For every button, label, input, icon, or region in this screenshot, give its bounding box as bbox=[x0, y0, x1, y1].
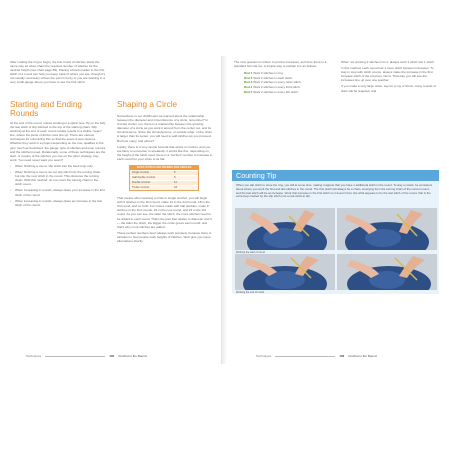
body-paragraph: At the end of the round, unless working in a spiral (see Tip on the left), the last stitch is slip stitched to the top of the starting chain. Slip stitching at the end of each round usually results in a visible "seam" line, where the joints of all the rows line up. There are various techniques for minimizing this so that the seam is less obvious. Whether they work is a project depending on the row, qualifies in the yarn (such as flourished, the gauge, type of stitches and even roll-ups and the stitches) used. Rotationally, some of these techniques are the start, or require of the stitches you use on the other strategy may work. You need never want you seam? bbox=[10, 121, 106, 162]
table-cell-count: 8 bbox=[174, 176, 176, 180]
photo-caption: Working the end of round bbox=[236, 291, 265, 294]
bullet-item: • When finishing a round, do not slip stitch into the turning chain, but into the next stitch in the round. This obscures the turning chain. With this method, do not count the turning chain in the stitch count. bbox=[10, 170, 106, 186]
body-paragraph: If you make a very large circle, say for a rug or throw, many rounds of stars will be required, and bbox=[341, 84, 436, 93]
tip-photo-bottom-left bbox=[235, 254, 335, 290]
right-page bbox=[226, 56, 445, 364]
left-page-footer bbox=[26, 354, 147, 358]
footer-rule bbox=[45, 356, 105, 357]
page-number: 102 bbox=[109, 354, 115, 358]
left-page bbox=[4, 56, 222, 364]
footer-section: Techniques bbox=[26, 354, 42, 358]
body-paragraph: Luckily, there is a very simple formula that works in crochet, and you are likely to encounter it repeatedly. It works like this, depending on the height of the stitch used, there is a "perfect" number to increase in each round for your circle to lie flat: bbox=[117, 144, 213, 161]
page-number: 103 bbox=[339, 354, 345, 358]
table-row bbox=[130, 170, 198, 175]
bullet-item: • When increasing in rounds, always place an increase in the last stitch of the round. bbox=[10, 199, 106, 207]
round-line: Rnd 4 Work 2 stitches in every third stitch. bbox=[244, 84, 301, 89]
table-cell-stitch: Double crochet bbox=[132, 181, 151, 185]
table-row bbox=[130, 175, 198, 180]
footer-chapter: Crochet in the Round bbox=[118, 354, 147, 358]
book-spread bbox=[4, 56, 445, 364]
body-paragraph: The next question is where to put the increases, and here there is a standard formula too. A simple way to explain it is as follows: bbox=[234, 60, 327, 69]
body-paragraph: In this method, each round has 1 more stitch between increases. To stay in step with stitch counts, always make the increase in the first increase stitch of the previous round. That way you will see the increases line up over one another. bbox=[341, 66, 434, 83]
footer-section: Techniques bbox=[256, 354, 272, 358]
table-cell-stitch: Single crochet bbox=[132, 171, 150, 175]
right-page-column-1 bbox=[234, 60, 332, 98]
photo-caption: Working the start of round bbox=[236, 251, 265, 254]
table-cell-count: 6 bbox=[174, 171, 176, 175]
table-cell-stitch: Half double crochet bbox=[132, 176, 156, 180]
round-line: Rnd 1 Work 6 stitches in ring. bbox=[244, 71, 284, 76]
bullet-item: • When finishing a round, slip stitch into the back loop only. bbox=[10, 164, 106, 168]
tip-text: When you slip stitch to close the ring, you will at some time, making it appear that you have 1 additional stitch in the round. To stay on track, be consistent about where you work the first and last stitches in the round. The first stitch will always be a chain, emerging from the turning chain of the current round, and the last stitch will be an increase. Work that increase in the first stitch so it doesn't then slip what appears to be the last stitch of the round, that is the extra loop created by the slip stitch (not a real stitch at all). bbox=[236, 183, 433, 199]
body-paragraph: These perfect numbers don't always work precisely, because there is variation in how people work heights of stitches. We'll give you some alternatives shortly. bbox=[117, 230, 212, 243]
bullet-item: • When increasing in rounds, always place your increase in the first stitch of the round. bbox=[10, 188, 106, 196]
footer-rule bbox=[275, 356, 335, 357]
tip-title: Counting Tip bbox=[232, 170, 439, 181]
table-row bbox=[130, 185, 198, 190]
stitch-increase-table bbox=[129, 165, 199, 191]
table-cell-count: 18 bbox=[174, 186, 177, 190]
counting-tip-box bbox=[232, 170, 439, 294]
body-paragraph: Somewhere in our childhoods we learned about the relationship between the diameter and circumference of a circle, remember? In crochet circles, too, there is a relationship between the growing diameter of a circle as you work it around from the center out, and its circumference. Since the circumference, or outside edge, of the circle is larger than its center, you will need to add stitches as you proceed. But how many, and where? bbox=[117, 114, 212, 143]
shaping-circle-section bbox=[117, 100, 213, 245]
tip-photo-top-left bbox=[235, 208, 335, 250]
round-line: Rnd 2 Work 2 stitches in each stitch. bbox=[244, 75, 293, 80]
round-line: Rnd 3 Work 2 stitches in every other stitch. bbox=[244, 80, 302, 85]
section-heading-shaping-circle: Shaping a Circle bbox=[117, 100, 178, 109]
right-page-footer bbox=[256, 354, 377, 358]
section-heading-starting-ending: Starting and Ending Rounds bbox=[10, 100, 82, 118]
intro-paragraph: After making the ring to begin, the first round of stitches starts the same way as when chain the required number of stitches for the desired height (see chart page 89). Placing a block marker in the first stitch of a round can help you keep track of where you are, though it's not usually necessary unless the yarn is fuzzy or you are working in a very small gauge where you have to see the first stitch. bbox=[10, 60, 106, 85]
right-page-column-2 bbox=[341, 60, 439, 95]
table-cell-count: 12 bbox=[174, 181, 177, 185]
starting-ending-section bbox=[10, 100, 106, 209]
round-instructions bbox=[244, 71, 332, 94]
table-header: BASIC STITCH FOR ROUNDS FOR CIRCLES bbox=[130, 166, 198, 170]
body-paragraph: That means when working a circle in single crochet, you will begin with 6 stitches in the first round, make 12 in the 2nd round, 18 in the 3rd round, and so forth. For circles made with half doubles, make 8 stitches in the first rounds, 16 in the next round, and 24 in the 3rd round. As you can see, the taller the stitch, the more stitches need to be added in each round. That's the part that relates to diameter and it — the taller the stitch, the bigger the circle grows each round, and that's why more stitches are added. bbox=[117, 196, 212, 229]
left-page-column-1 bbox=[10, 60, 106, 87]
body-paragraph: When not working 2 stitches into 1, always work 1 stitch into 1 stitch. bbox=[341, 60, 435, 64]
tip-photo-bottom-right bbox=[337, 254, 437, 290]
footer-chapter: Crochet in the Round bbox=[348, 354, 377, 358]
table-row bbox=[130, 180, 198, 185]
tip-photo-top-right bbox=[337, 208, 437, 250]
table-cell-stitch: Treble crochet bbox=[132, 186, 150, 190]
round-line: Rnd 5 Work 2 stitches in every 4th stitch. bbox=[244, 89, 299, 94]
